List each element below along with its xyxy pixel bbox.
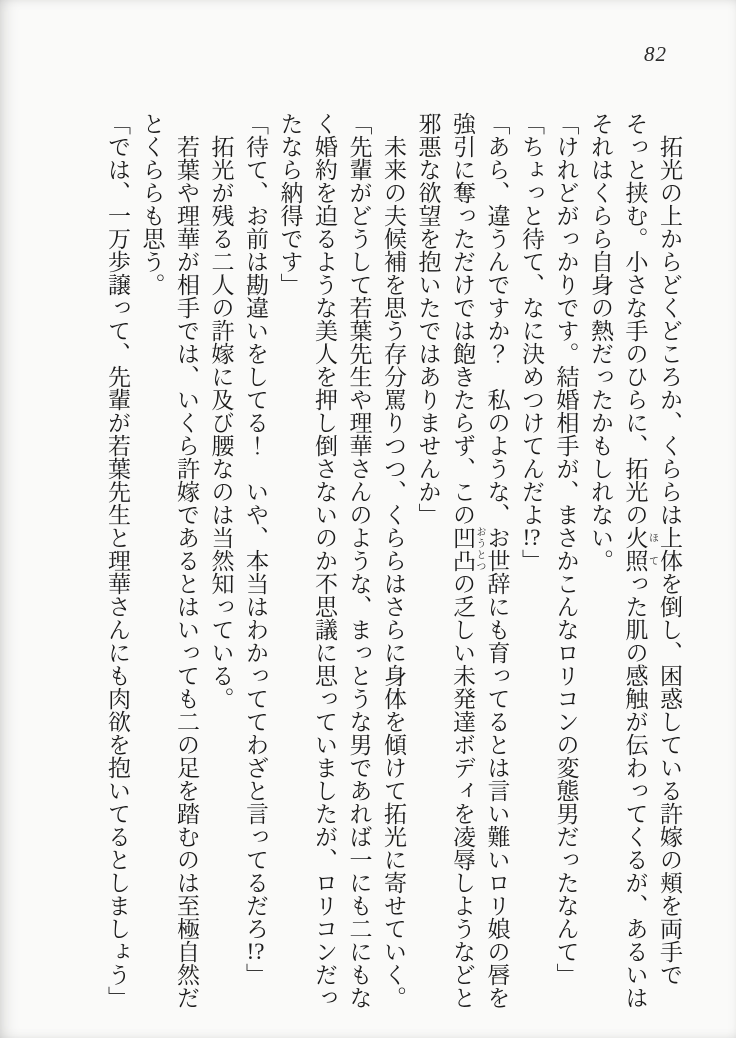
- tatechuyoko-exclamation-question: !?: [522, 526, 541, 549]
- vertical-text-block: [100, 112, 687, 1009]
- paragraph: 拓光が残る二人の許嫁に及び腰なのは当然知っている。: [208, 135, 234, 710]
- furigana-ruby: 火照 ほて: [622, 526, 658, 572]
- tatechuyoko-exclamation-question: !?: [246, 940, 265, 963]
- paragraph: 「ちょっと待て、なに決めつけてんだよ!?」: [519, 112, 544, 572]
- paragraph: 「先輩がどうして若葉先生や理華さんのような、まっとうな男であれば一にも二にもなく婚約を迫るような美人を押し倒さないのか不思議に思っていましたが、ロリコンだったなら納得です」: [277, 112, 372, 1009]
- paragraph: 「では、一万歩譲って、先輩が若葉先生と理華さんにも肉欲を抱いてるとしましょう」: [105, 112, 130, 1009]
- paragraph: 拓光の上からどくどころか、くららは上体を倒し、困惑している許嫁の頬を両手でそっと挟む。小さな手のひらに、拓光の火照 ほてった肌の感触が伝わってくるが、あるいはそれはくらら自身の熱だったかもしれない。: [588, 112, 682, 1009]
- paragraph: 未来の夫候補を思う存分罵りつつ、くららはさらに身体を傾けて拓光に寄せていく。: [381, 135, 406, 1009]
- furigana-ruby: 凹凸 おうとつ: [450, 526, 485, 572]
- paragraph: 「待て、お前は勘違いをしてる！ いや、本当はわかっててわざと言ってるだろ!?」: [243, 112, 268, 986]
- paragraph: 若葉や理華が相手では、いくら許嫁であるとはいっても二の足を踏むのは至極自然だとくららも思う。: [139, 112, 199, 1009]
- page-number: 82: [644, 42, 667, 66]
- paragraph: 「あら、違うんですか？ 私のような、お世辞にも育ってるとは言い難いロリ娘の唇を強引に奪っただけでは飽きたらず、この凹凸 おうとつの乏しい未発達ボディを凌辱しようなどと邪悪な欲望を抱いたではありませんか」: [415, 112, 510, 1009]
- paragraph: 「けれどがっかりです。結婚相手が、まさかこんなロリコンの変態男だったなんて」: [553, 112, 579, 986]
